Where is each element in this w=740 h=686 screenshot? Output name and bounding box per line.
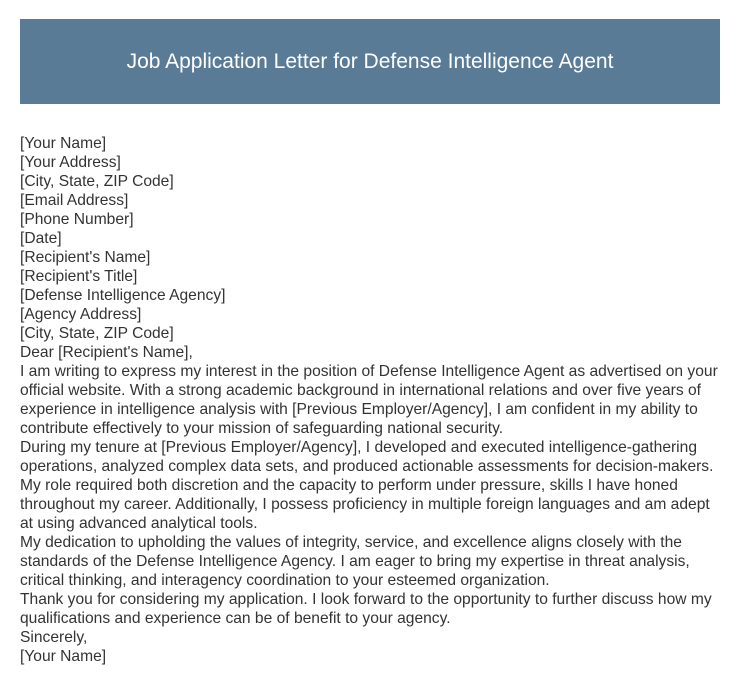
- page-title: Job Application Letter for Defense Intelligence Agent: [126, 49, 614, 73]
- recipient-city-state-zip: [City, State, ZIP Code]: [20, 325, 174, 342]
- sender-city-state-zip: [City, State, ZIP Code]: [20, 173, 174, 190]
- recipient-title: [Recipient's Title]: [20, 268, 138, 285]
- sender-email: [Email Address]: [20, 192, 129, 209]
- sender-address: [Your Address]: [20, 154, 121, 171]
- closing: Sincerely,: [20, 629, 88, 646]
- paragraph-experience: During my tenure at [Previous Employer/Agency], I developed and executed intelligence-gathering operations, analyzed complex data sets, and produced actionable assessments for decision-makers. My role required both discretion and the capacity to perform under pressure, skills I have honed throughout my career. Additionally, I possess proficiency in multiple foreign languages and am adept at using advanced analytical tools.: [20, 439, 714, 532]
- paragraph-thanks: Thank you for considering my application. I look forward to the opportunity to further discuss how my qualifications and experience can be of benefit to your agency.: [20, 591, 712, 627]
- letter-date: [Date]: [20, 230, 62, 247]
- recipient-name: [Recipient's Name]: [20, 249, 151, 266]
- letter-body: [20, 134, 720, 666]
- salutation: Dear [Recipient's Name],: [20, 344, 193, 361]
- sender-name: [Your Name]: [20, 135, 107, 152]
- letter-header: [20, 19, 720, 104]
- recipient-address: [Agency Address]: [20, 306, 142, 323]
- signature: [Your Name]: [20, 648, 107, 665]
- recipient-agency: [Defense Intelligence Agency]: [20, 287, 226, 304]
- paragraph-dedication: My dedication to upholding the values of integrity, service, and excellence aligns closely with the standards of the Defense Intelligence Agency. I am eager to bring my expertise in threat analysis, critical thinking, and interagency coordination to your esteemed organization.: [20, 534, 690, 589]
- paragraph-intro: I am writing to express my interest in the position of Defense Intelligence Agent as advertised on your official website. With a strong academic background in international relations and over five years of experience in intelligence analysis with [Previous Employer/Agency], I am confident in my ability to contribute effectively to your mission of safeguarding national security.: [20, 363, 718, 437]
- sender-phone: [Phone Number]: [20, 211, 134, 228]
